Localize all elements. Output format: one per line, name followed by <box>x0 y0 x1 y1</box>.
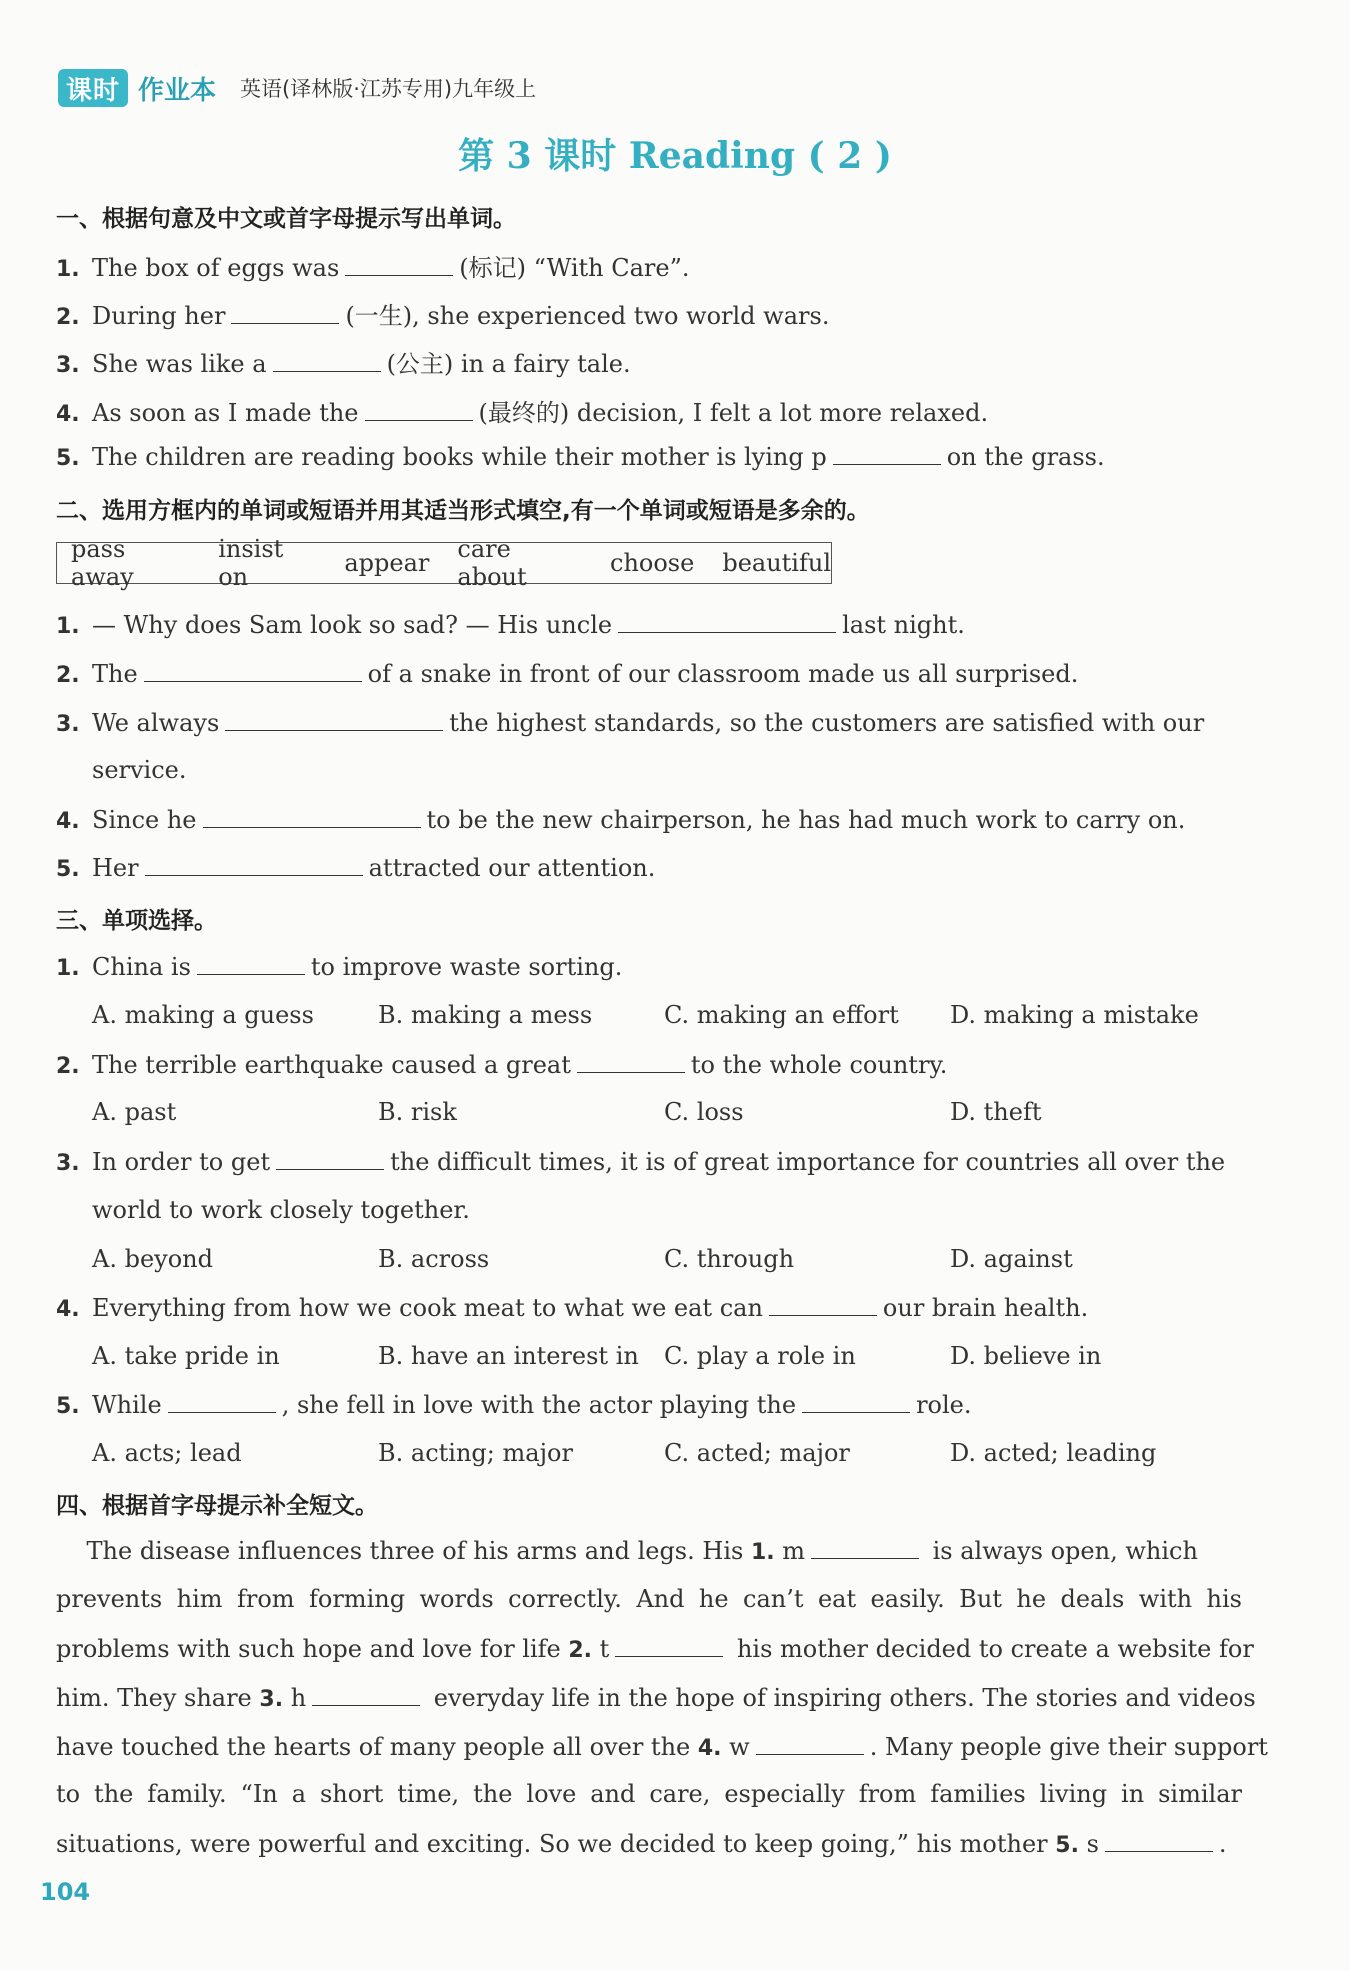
question-text: (标记) “With Care”. <box>459 254 690 282</box>
option-d[interactable]: D. theft <box>950 1098 1042 1126</box>
option-c[interactable]: C. making an effort <box>664 1001 899 1029</box>
passage-line-1 <box>56 1536 1242 1565</box>
passage-text: everyday life in the hope of inspiring others. The stories and videos <box>426 1684 1256 1712</box>
question-number: 5. <box>56 1394 80 1419</box>
section-3-heading: 三、单项选择。 <box>56 908 217 934</box>
page-number: 104 <box>40 1878 91 1906</box>
word-bank-item: pass away <box>71 535 134 591</box>
question-text: of a snake in front of our classroom made us all surprised. <box>367 660 1079 688</box>
passage-text: problems with such hope and love for life <box>56 1635 569 1663</box>
question-text: China is <box>92 953 191 981</box>
question-number: 4. <box>56 809 80 834</box>
word-bank-item: choose <box>610 549 695 577</box>
answer-blank[interactable] <box>197 952 305 975</box>
s2-question-3-continued: service. <box>92 756 187 784</box>
question-text: We always <box>92 709 220 737</box>
word-bank-item: insist on <box>218 535 284 591</box>
answer-blank[interactable] <box>273 349 381 372</box>
s1-question-1 <box>56 248 689 283</box>
answer-blank[interactable] <box>145 853 363 876</box>
answer-blank[interactable] <box>144 659 362 682</box>
s1-question-3 <box>56 344 631 379</box>
option-b[interactable]: B. acting; major <box>378 1439 573 1467</box>
passage-line-4 <box>56 1683 1256 1712</box>
question-text: our brain health. <box>882 1294 1089 1322</box>
question-number: 1. <box>56 614 80 639</box>
question-text: , she fell in love with the actor playing the <box>281 1391 797 1419</box>
question-text: The box of eggs was <box>92 254 340 282</box>
question-text: (一生), she experienced two world wars. <box>345 302 830 330</box>
option-d[interactable]: D. making a mistake <box>950 1001 1199 1029</box>
initial-letter: h <box>283 1684 307 1712</box>
answer-blank[interactable] <box>312 1683 420 1706</box>
passage-line-3 <box>56 1634 1254 1663</box>
passage-line-5 <box>56 1732 1268 1761</box>
question-number: 2. <box>56 663 80 688</box>
question-text: The children are reading books while their mother is lying p <box>92 443 827 471</box>
s1-question-5 <box>56 442 1105 471</box>
question-text: Her <box>92 854 139 882</box>
answer-blank[interactable] <box>833 442 941 465</box>
question-text: (公主) in a fairy tale. <box>386 350 631 378</box>
option-b[interactable]: B. risk <box>378 1098 457 1126</box>
option-b[interactable]: B. have an interest in <box>378 1342 639 1370</box>
question-number: 5. <box>56 446 80 471</box>
section-2-heading: 二、选用方框内的单词或短语并用其适当形式填空,有一个单词或短语是多余的。 <box>56 498 870 524</box>
question-text: the difficult times, it is of great importance for countries all over the <box>390 1148 1226 1176</box>
answer-blank[interactable] <box>203 805 421 828</box>
question-number: 4. <box>56 1297 80 1322</box>
answer-blank[interactable] <box>168 1390 276 1413</box>
passage-line-7 <box>56 1829 1242 1858</box>
answer-blank[interactable] <box>577 1050 685 1073</box>
option-d[interactable]: D. against <box>950 1245 1073 1273</box>
answer-blank[interactable] <box>276 1147 384 1170</box>
question-text: to be the new chairperson, he has had much work to carry on. <box>426 806 1186 834</box>
section-4-heading: 四、根据首字母提示补全短文。 <box>56 1493 378 1519</box>
s3-question-2 <box>56 1050 947 1079</box>
brand-name: 作业本 <box>138 75 217 106</box>
word-bank-item: beautiful <box>722 549 831 577</box>
passage-text: . Many people give their support <box>869 1733 1268 1761</box>
passage-line-2: prevents him from forming words correctly. And he can’t eat easily. But he deals with his <box>56 1585 1242 1613</box>
option-b[interactable]: B. making a mess <box>378 1001 593 1029</box>
question-number: 1. <box>56 956 80 981</box>
answer-blank[interactable] <box>365 398 473 421</box>
passage-text: situations, were powerful and exciting. So we decided to keep going,” his mother <box>56 1830 1056 1858</box>
answer-blank[interactable] <box>756 1732 864 1755</box>
option-a[interactable]: A. beyond <box>92 1245 213 1273</box>
question-text: While <box>92 1391 162 1419</box>
blank-number: 3. <box>259 1687 284 1712</box>
question-text: As soon as I made the <box>92 399 359 427</box>
lesson-title: 第 3 课时 Reading ( 2 ) <box>458 135 892 177</box>
question-number: 3. <box>56 712 80 737</box>
question-number: 5. <box>56 857 80 882</box>
answer-blank[interactable] <box>615 1634 723 1657</box>
option-a[interactable]: A. past <box>92 1098 177 1126</box>
passage-text: his mother decided to create a website for <box>729 1635 1254 1663</box>
initial-letter: t <box>592 1635 610 1663</box>
question-text: on the grass. <box>946 443 1105 471</box>
brand-logo: 课时 <box>58 69 128 107</box>
blank-number: 2. <box>568 1638 593 1663</box>
option-c[interactable]: C. loss <box>664 1098 744 1126</box>
option-a[interactable]: A. making a guess <box>92 1001 314 1029</box>
question-text: Since he <box>92 806 197 834</box>
passage-text: The disease influences three of his arms and legs. His <box>56 1537 751 1565</box>
book-info: 英语(译林版·江苏专用)九年级上 <box>240 77 537 101</box>
blank-number: 4. <box>697 1736 722 1761</box>
question-text: the highest standards, so the customers are satisfied with our <box>449 709 1205 737</box>
s2-question-5 <box>56 853 655 882</box>
question-text: to improve waste sorting. <box>310 953 623 981</box>
question-text: The <box>92 660 138 688</box>
question-number: 3. <box>56 1151 80 1176</box>
question-text: She was like a <box>92 350 267 378</box>
word-bank-item: appear <box>344 549 430 577</box>
option-a[interactable]: A. take pride in <box>92 1342 280 1370</box>
passage-text: have touched the hearts of many people all over the <box>56 1733 698 1761</box>
answer-blank[interactable] <box>618 610 836 633</box>
option-d[interactable]: D. believe in <box>950 1342 1102 1370</box>
question-text: to the whole country. <box>690 1051 948 1079</box>
page-header <box>58 68 536 108</box>
question-number: 1. <box>56 257 80 282</box>
s3-question-3-continued: world to work closely together. <box>92 1196 470 1224</box>
passage-line-6: to the family. “In a short time, the love and care, especially from families living in similar <box>56 1780 1242 1808</box>
question-number: 2. <box>56 305 80 330</box>
question-text: In order to get <box>92 1148 271 1176</box>
passage-text: is always open, which <box>925 1537 1198 1565</box>
question-text: During her <box>92 302 226 330</box>
answer-blank[interactable] <box>769 1293 877 1316</box>
s1-question-2 <box>56 296 829 331</box>
question-text: — Why does Sam look so sad? — His uncle <box>92 611 613 639</box>
blank-number: 1. <box>750 1540 775 1565</box>
question-number: 3. <box>56 353 80 378</box>
question-number: 2. <box>56 1054 80 1079</box>
answer-blank[interactable] <box>811 1536 919 1559</box>
s2-question-4 <box>56 805 1185 834</box>
option-c[interactable]: C. through <box>664 1245 795 1273</box>
word-bank <box>56 535 832 591</box>
option-c[interactable]: C. acted; major <box>664 1439 850 1467</box>
initial-letter: m <box>774 1537 805 1565</box>
s3-question-5 <box>56 1390 972 1419</box>
question-text: Everything from how we cook meat to what we eat can <box>92 1294 763 1322</box>
question-text: The terrible earthquake caused a great <box>92 1051 571 1079</box>
s2-question-2 <box>56 659 1078 688</box>
initial-letter: s <box>1078 1830 1099 1858</box>
s3-question-3 <box>56 1147 1225 1176</box>
s2-question-3 <box>56 708 1204 737</box>
answer-blank[interactable] <box>225 708 443 731</box>
answer-blank[interactable] <box>231 301 339 324</box>
answer-blank[interactable] <box>802 1390 910 1413</box>
answer-blank[interactable] <box>1105 1829 1213 1852</box>
s3-question-1 <box>56 952 622 981</box>
passage-text: . <box>1218 1830 1227 1858</box>
s1-question-4 <box>56 393 988 428</box>
answer-blank[interactable] <box>345 253 453 276</box>
question-text: last night. <box>842 611 965 639</box>
option-d[interactable]: D. acted; leading <box>950 1439 1157 1467</box>
question-text: attracted our attention. <box>368 854 656 882</box>
question-text: role. <box>916 1391 972 1419</box>
s3-question-4 <box>56 1293 1088 1322</box>
option-a[interactable]: A. acts; lead <box>92 1439 242 1467</box>
passage-text: him. They share <box>56 1684 260 1712</box>
option-c[interactable]: C. play a role in <box>664 1342 856 1370</box>
option-b[interactable]: B. across <box>378 1245 490 1273</box>
word-bank-item: care about <box>457 535 527 591</box>
question-text: (最终的) decision, I felt a lot more relaxed. <box>478 399 989 427</box>
section-1-heading: 一、根据句意及中文或首字母提示写出单词。 <box>56 206 516 232</box>
initial-letter: w <box>721 1733 750 1761</box>
question-number: 4. <box>56 402 80 427</box>
blank-number: 5. <box>1055 1833 1079 1858</box>
s2-question-1 <box>56 610 965 639</box>
